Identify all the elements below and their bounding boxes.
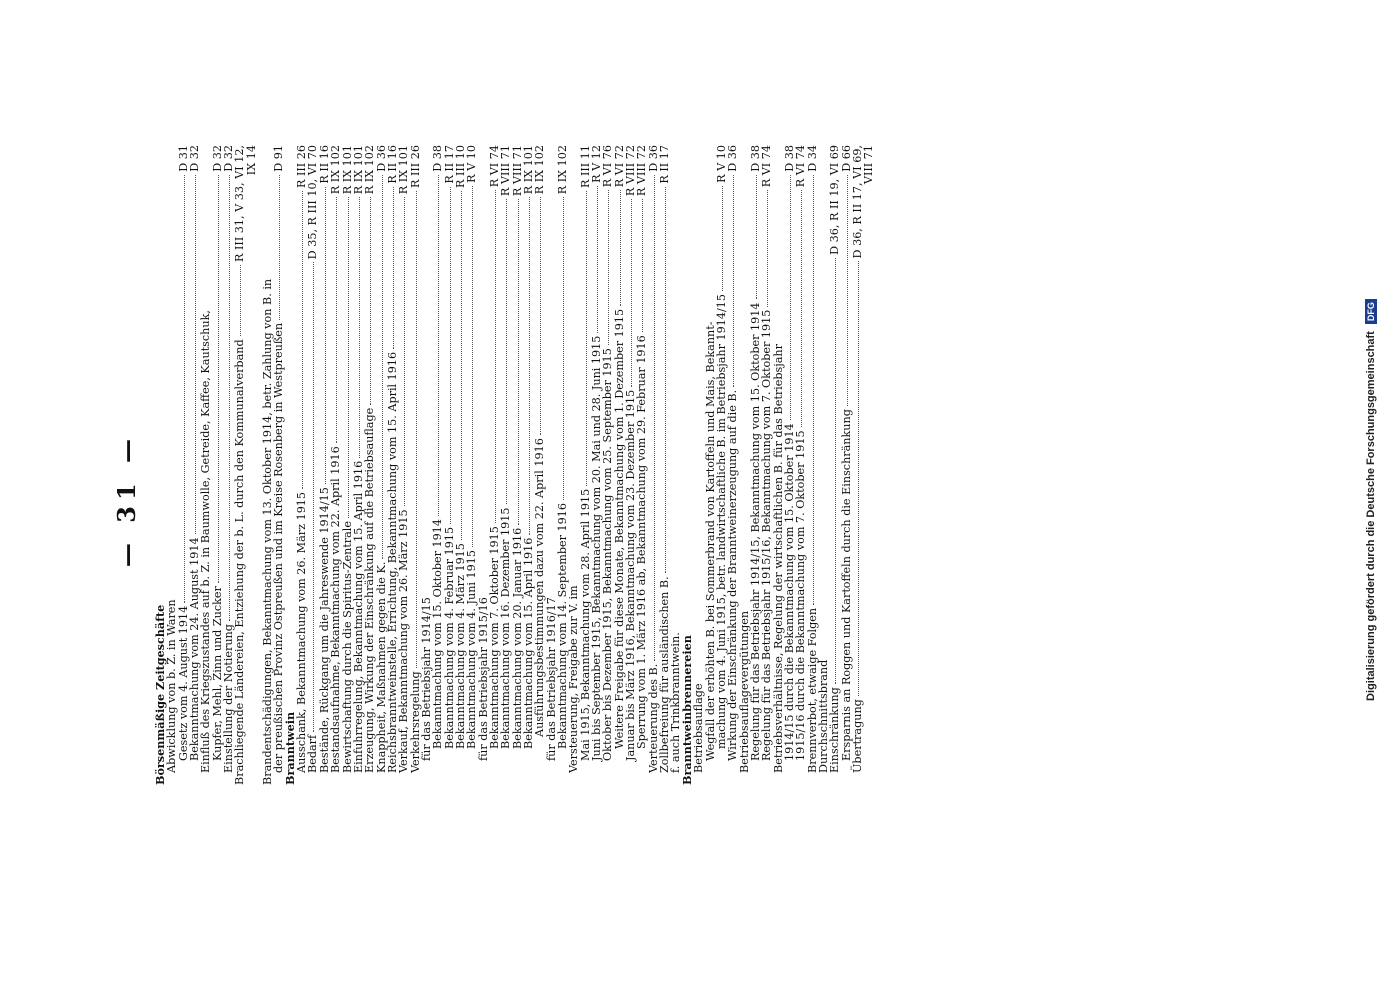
entry-text: Bedarf <box>306 734 320 773</box>
entry-ref: D 31 <box>176 145 190 172</box>
page-header: — 31 — <box>112 432 141 568</box>
entry-text: Bekanntmachung vom 4. Juni 1915 <box>465 549 479 749</box>
index-entry <box>761 145 772 785</box>
index-entry <box>398 145 409 785</box>
entry-text: Branntwein <box>282 711 297 785</box>
entry-ref: D 35, R III 10, VI 70 <box>306 145 320 260</box>
entry-text: Durchschnittsbrand <box>816 659 830 773</box>
index-entry-continuation <box>863 145 874 785</box>
entry-text: Bekanntmachung vom 15. April 1916 <box>522 537 535 749</box>
entry-ref: IX 14 <box>244 145 258 176</box>
entry-text: Januar bis März 1916, Bekanntmachung vom 23. Dezember 1915 <box>624 389 638 761</box>
entry-text: Abwicklung von b. Z. in Waren <box>165 599 179 773</box>
entry-text: Bekanntmachung vom 20. Januar 1916 <box>510 527 524 749</box>
entry-ref: R VI 72 <box>612 145 626 188</box>
entry-text: Bekanntmachung vom 7. Oktober 1915 <box>487 526 501 749</box>
entry-text: für das Betriebsjahr 1915/16 <box>476 597 490 761</box>
entry-text: 1914/15 durch die Bekanntmachung vom 15. Oktober 1914 <box>782 423 796 761</box>
entry-ref: D 36 <box>646 145 660 172</box>
entry-ref: D 38 <box>748 145 762 172</box>
entry-text: Übertragung <box>850 699 864 773</box>
entry-ref: R VI 74 <box>760 145 774 188</box>
index-entry <box>330 145 341 785</box>
entry-text: Zollbefreiung für ausländischen B. <box>658 576 672 773</box>
entry-ref: R III 26 <box>408 145 422 189</box>
index-entry <box>534 145 545 785</box>
credit-text: Digitalisierung gefördert durch die Deutsche Forschungsgemeinschaft <box>1365 331 1377 701</box>
entry-text: Einschränkung <box>828 687 842 773</box>
entry-text: Bewirtschaftung durch die Spiritus-Zentrale <box>340 520 354 773</box>
entry-text: Wegfall der erhöhten B. bei Sommerbrand von Kartoffeln und Mais, Bekannt- <box>703 321 717 761</box>
digitization-credit <box>1365 0 1377 1000</box>
entry-text: 1915/16 durch die Bekanntmachung vom 7. Oktober 1915 <box>794 430 808 761</box>
index-entry <box>500 145 511 785</box>
entry-text: Einstellung der Notierung <box>222 624 236 773</box>
entry-text: Ersparnis an Roggen und Kartoffeln durch die Einschränkung <box>839 409 853 761</box>
entry-ref: D 66 <box>839 145 853 172</box>
entry-ref: R III 11 <box>578 145 592 189</box>
entry-text: Betriebsauflagevergütungen <box>737 610 751 773</box>
entry-ref: R II 16 <box>385 145 399 184</box>
entry-ref: R VI 74 <box>487 145 501 188</box>
entry-text: Bestände, Rückgang um die Jahreswende 1914/15 <box>317 487 331 773</box>
entry-ref: D 91 <box>272 145 286 172</box>
entry-ref: D 36 <box>726 145 740 172</box>
entry-ref: R III 31, V 33, VI 12, <box>233 145 247 262</box>
entry-text: Bestandsaufnahme, Bekanntmachung vom 22. April 1916 <box>329 446 343 773</box>
entry-ref: R V 10 <box>465 145 479 183</box>
entry-text: Bekanntmachung vom 14. September 1916 <box>556 503 570 749</box>
entry-text: Reichsbranntweinstelle, Errichtung, Bekanntmachung vom 15. April 1916 <box>385 351 399 773</box>
index-entry <box>829 145 840 785</box>
entry-ref: R IX 102 <box>363 145 377 195</box>
index-entry-continuation <box>246 145 257 785</box>
entry-text: Börsenmäßige Zeitgeschäfte <box>153 604 167 785</box>
entry-text: Versteuerung, Freigabe zur V. im <box>567 585 581 773</box>
entry-text: Brennverbot, etwaige Folgen <box>805 607 819 773</box>
entry-text: Bekanntmachung vom 15. Oktober 1914 <box>431 519 445 749</box>
entry-text: Brandentschädigungen, Bekanntmachung vom 13. Oktober 1914, betr. Zahlung von B. in <box>261 278 275 785</box>
index-entry <box>727 145 738 785</box>
entry-ref: R III 26 <box>295 145 309 189</box>
entry-text: Oktober bis Dezember 1915, Bekanntmachung vom 25. September 1915 <box>601 348 615 761</box>
entry-text: Regelung für das Betriebsjahr 1915/16, Bekanntmachung vom 7. Oktober 1915 <box>760 309 774 761</box>
index-entry <box>693 145 704 785</box>
entry-ref: R II 17 <box>442 145 456 184</box>
entry-ref: D 36, R II 19, VI 69 <box>828 145 842 255</box>
entry-text: Einfuhrregelung, Bekanntmachung vom 15. April 1916 <box>351 460 365 773</box>
entry-ref: R VIII 71 <box>499 145 513 197</box>
index-entry <box>273 145 284 785</box>
entry-ref: R III 10 <box>453 145 467 189</box>
dfg-logo: DFG <box>1365 299 1377 324</box>
entry-text: Sperrung vom 1. März 1916 ab, Bekanntmachung vom 29. Februar 1916 <box>635 335 649 749</box>
entry-text: Erzeugung, Wirkung der Einschränkung auf die Betriebsauflage <box>363 407 377 773</box>
entry-text: Branntweinbrennereien <box>679 635 694 785</box>
entry-ref: R IX 101 <box>522 145 535 195</box>
entry-text: Betriebsverhältnisse, Regelung der wirtschaftlichen B. für das Betriebsjahr <box>771 344 785 773</box>
entry-ref: VIII 71 <box>862 145 876 185</box>
entry-text: für das Betriebsjahr 1914/15 <box>419 597 433 761</box>
entry-ref: D 36, R II 17, VI 69, <box>850 145 864 259</box>
entry-text: für das Betriebsjahr 1916/17 <box>544 597 558 761</box>
entry-text: Knappheit, Maßnahmen gegen die K. <box>374 561 388 773</box>
index-entries <box>155 145 875 785</box>
entry-ref: R IX 101 <box>340 145 354 195</box>
entry-text: der preußischen Provinz Ostpreußen und im Kreise Rosenberg in Westpreußen <box>272 322 286 773</box>
index-entry <box>795 145 806 785</box>
index-entry <box>432 145 443 785</box>
entry-ref: D 38 <box>431 145 445 172</box>
entry-ref: D 32 <box>188 145 202 172</box>
entry-text: Ausführungsbestimmungen dazu vom 22. April 1916 <box>533 438 547 737</box>
entry-ref: R II 16 <box>317 145 331 184</box>
entry-ref: R VIII 72 <box>635 145 649 197</box>
entry-ref: R IX 101 <box>351 145 365 195</box>
entry-ref: D 32 <box>210 145 224 172</box>
entry-ref: D 36 <box>374 145 388 172</box>
entry-ref: D 38 <box>782 145 796 172</box>
entry-ref: R IX 102 <box>329 145 343 195</box>
entry-ref: R II 17 <box>658 145 672 184</box>
index-entry <box>364 145 375 785</box>
entry-text: Brachliegende Ländereien, Entziehung der b. L. durch den Kommunalverband <box>233 339 247 785</box>
index-entry-heading <box>234 145 245 785</box>
entry-text: Juni bis September 1915, Bekanntmachung vom 20. Mai und 28. Juni 1915 <box>590 335 604 761</box>
entry-ref: R IX 102 <box>533 145 547 195</box>
index-entry <box>466 145 477 785</box>
entry-text: Kupfer, Mehl, Zinn und Zucker <box>210 586 224 761</box>
entry-text: machung vom 4. Juni 1915, betr. landwirtschaftliche B. im Betriebsjahr 1914/15 <box>714 294 728 749</box>
entry-ref: R VIII 71 <box>510 145 524 197</box>
entry-text: Mai 1915, Bekanntmachung vom 28. April 1915 <box>578 488 592 761</box>
entry-ref: D 34 <box>805 145 819 172</box>
entry-text: Betriebsauflage <box>692 683 706 773</box>
entry-text: Ausschank, Bekanntmachung vom 26. März 1915 <box>295 491 309 773</box>
entry-ref: R VIII 72 <box>624 145 638 197</box>
entry-text: Regelung für das Betriebsjahr 1914/15, Bekanntmachung vom 15. Oktober 1914 <box>748 302 762 761</box>
entry-text: Einfluß des Kriegszustandes auf b. Z. in Baumwolle, Getreide, Kaffee, Kautschuk, <box>199 310 213 773</box>
entry-text: Gesetz vom 4. August 1914 <box>176 605 190 761</box>
entry-text: f. auch Trinkbranntwein. <box>669 632 683 773</box>
entry-ref: R VI 74 <box>794 145 808 188</box>
index-entry <box>166 145 177 785</box>
entry-text: Verteuerung des B. <box>646 663 660 773</box>
entry-text: Verkauf, Bekanntmachung vom 26. März 1915 <box>397 509 411 773</box>
entry-ref: R IX 102 <box>556 145 570 195</box>
entry-ref: R IX 101 <box>397 145 411 195</box>
entry-text: Verkehrsregelung <box>408 671 422 773</box>
index-entry <box>852 145 863 785</box>
entry-ref: R V 10 <box>714 145 728 183</box>
entry-text: Weitere Freigabe für diese Monate, Bekanntmachung vom 1. Dezember 1915 <box>612 308 626 749</box>
entry-ref: R V 12 <box>590 145 604 183</box>
entry-text: Wirkung der Einschränkung der Branntweinerzeugung auf die B. <box>726 389 740 761</box>
entry-text: Bekanntmachung vom 4. März 1915 <box>453 543 467 749</box>
entry-ref: R VI 76 <box>601 145 615 188</box>
entry-text: Bekanntmachung vom 4. Februar 1915 <box>442 526 456 749</box>
entry-text: Bekanntmachung vom 16. Dezember 1915 <box>499 507 513 749</box>
entry-text: Bekanntmachung vom 24. August 1914 <box>188 537 202 761</box>
entry-ref: D 32 <box>222 145 236 172</box>
